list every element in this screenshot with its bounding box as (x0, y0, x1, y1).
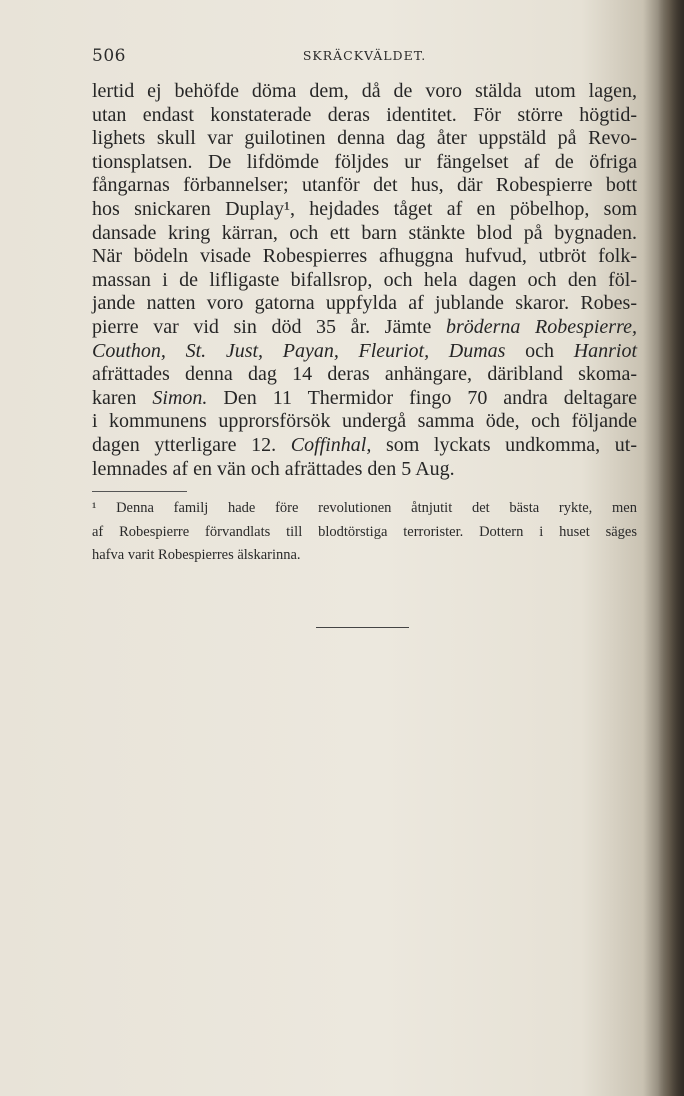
footnote-line: af Robespierre förvandlats till blodtörstiga terrorister. Dottern i huset säges (92, 523, 637, 540)
body-line: afrättades denna dag 14 deras anhängare, däribland skoma- (92, 363, 637, 386)
running-title: SKRÄCKVÄLDET. (302, 48, 427, 63)
body-line: karen Simon. Den 11 Thermidor fingo 70 andra deltagare (92, 386, 637, 409)
body-line: dansade kring kärran, och ett barn stänkte blod på bygnaden. (92, 221, 637, 244)
body-line: massan i de lifligaste bifallsrop, och hela dagen och den föl- (92, 268, 637, 291)
body-line: Couthon, St. Just, Payan, Fleuriot, Dumas och Hanriot (92, 339, 638, 362)
body-line: lemnades af en vän och afrättades den 5 Aug. (92, 457, 455, 480)
body-line: pierre var vid sin död 35 år. Jämte bröderna Robespierre, (92, 315, 637, 338)
body-line: hos snickaren Duplay¹, hejdades tåget af en pöbelhop, som (92, 197, 637, 220)
body-line: När bödeln visade Robespierres afhuggna hufvud, utbröt folk- (92, 245, 637, 268)
body-line: tionsplatsen. De lifdömde följdes ur fängelset af de öfriga (92, 150, 637, 173)
body-line: lertid ej behöfde döma dem, då de voro stälda utom lagen, (92, 80, 637, 102)
body-line: fångarnas förbannelser; utanför det hus, där Robespierre bott (92, 174, 637, 197)
body-line: dagen ytterligare 12. Coffinhal, som lyckats undkomma, ut- (92, 433, 638, 456)
end-rule (316, 627, 409, 628)
page-edge-shadow (658, 0, 684, 1096)
page-number: 506 (92, 46, 126, 66)
body-text (92, 80, 637, 481)
footnote-line: ¹ Denna familj hade före revolutionen åtnjutit det bästa rykte, men (92, 500, 637, 516)
body-line: utan endast konstaterade deras identitet. För större högtid- (92, 103, 637, 126)
body-line: lighets skull var guilotinen denna dag åter uppstäld på Revo- (92, 127, 637, 150)
footnote-line: hafva varit Robespierres älskarinna. (92, 547, 301, 564)
footnote (92, 498, 637, 569)
body-line: i kommunens upprorsförsök undergå samma öde, och följande (92, 410, 637, 433)
body-line: jande natten voro gatorna uppfylda af jublande skaror. Robes- (92, 292, 637, 315)
page-header (92, 46, 637, 70)
footnote-separator (92, 491, 187, 492)
